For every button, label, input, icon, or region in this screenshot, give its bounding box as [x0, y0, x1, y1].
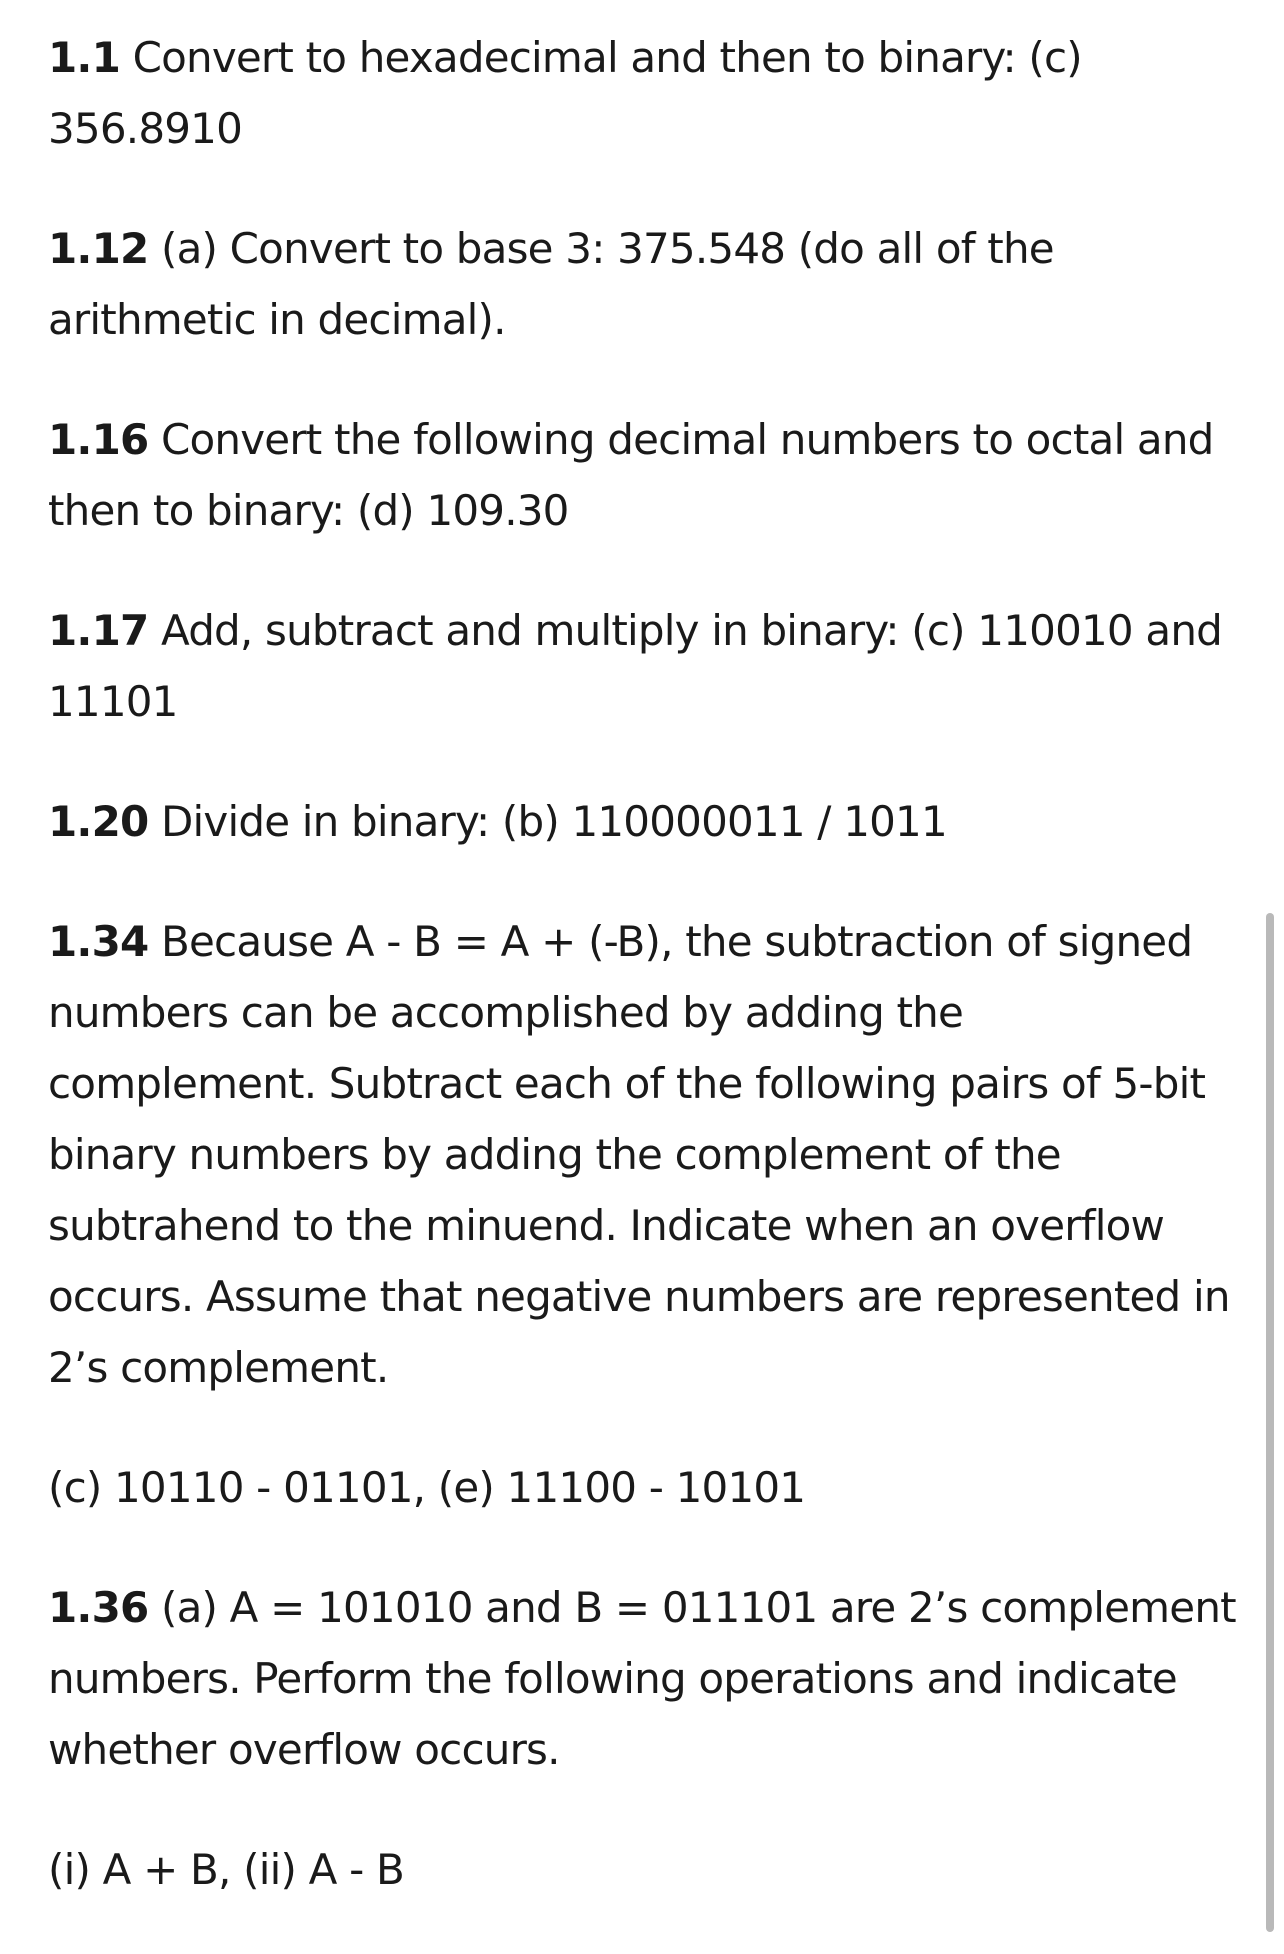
- problem-1-16: [48, 404, 1238, 546]
- problem-number: 1.34: [48, 917, 149, 966]
- problem-1-36-parts: [48, 1834, 1238, 1905]
- problem-1-12: [48, 213, 1238, 355]
- problem-number: 1.16: [48, 415, 149, 464]
- problem-text: (i) A + B, (ii) A - B: [48, 1845, 404, 1894]
- scrollbar[interactable]: [1266, 913, 1274, 1932]
- problem-text: Convert to hexadecimal and then to binary: (c): [132, 33, 1082, 82]
- problem-number: 1.36: [48, 1583, 149, 1632]
- problem-text: (a) Convert to base 3: 375.548 (do all of the arithmetic in decimal).: [48, 224, 1054, 344]
- problem-1-17: [48, 595, 1238, 737]
- problem-text: (a) A = 101010 and B = 011101 are 2’s complement numbers. Perform the following operations and indicate whether overflow occurs.: [48, 1583, 1236, 1774]
- problem-text: Divide in binary: (b) 110000011 / 1011: [161, 797, 947, 846]
- problem-text: (c) 10110 - 01101, (e) 11100 - 10101: [48, 1463, 806, 1512]
- problem-number: 1.1: [48, 33, 121, 82]
- problem-number: 1.12: [48, 224, 149, 273]
- problem-1-34-parts: [48, 1452, 1238, 1523]
- problem-1-20: [48, 786, 1238, 857]
- problem-text: Add, subtract and multiply in binary: (c) 110010 and 11101: [48, 606, 1223, 726]
- problem-1-36: [48, 1572, 1238, 1785]
- problem-text: Convert the following decimal numbers to octal and then to binary: (d) 109.30: [48, 415, 1214, 535]
- problem-text: 356.8910: [48, 104, 243, 153]
- problem-number: 1.20: [48, 797, 149, 846]
- problem-1-34: [48, 906, 1238, 1403]
- problem-list: [48, 22, 1238, 1954]
- problem-1-1: [48, 22, 1238, 164]
- problem-text: Because A - B = A + (-B), the subtraction of signed numbers can be accomplished by adding the complement. Subtract each of the following pairs of 5-bit binary numbers by adding the complement of the subtrahend to the minuend. Indicate when an overflow occurs. Assume that negative numbers are represented in 2’s complement.: [48, 917, 1230, 1392]
- problem-number: 1.17: [48, 606, 149, 655]
